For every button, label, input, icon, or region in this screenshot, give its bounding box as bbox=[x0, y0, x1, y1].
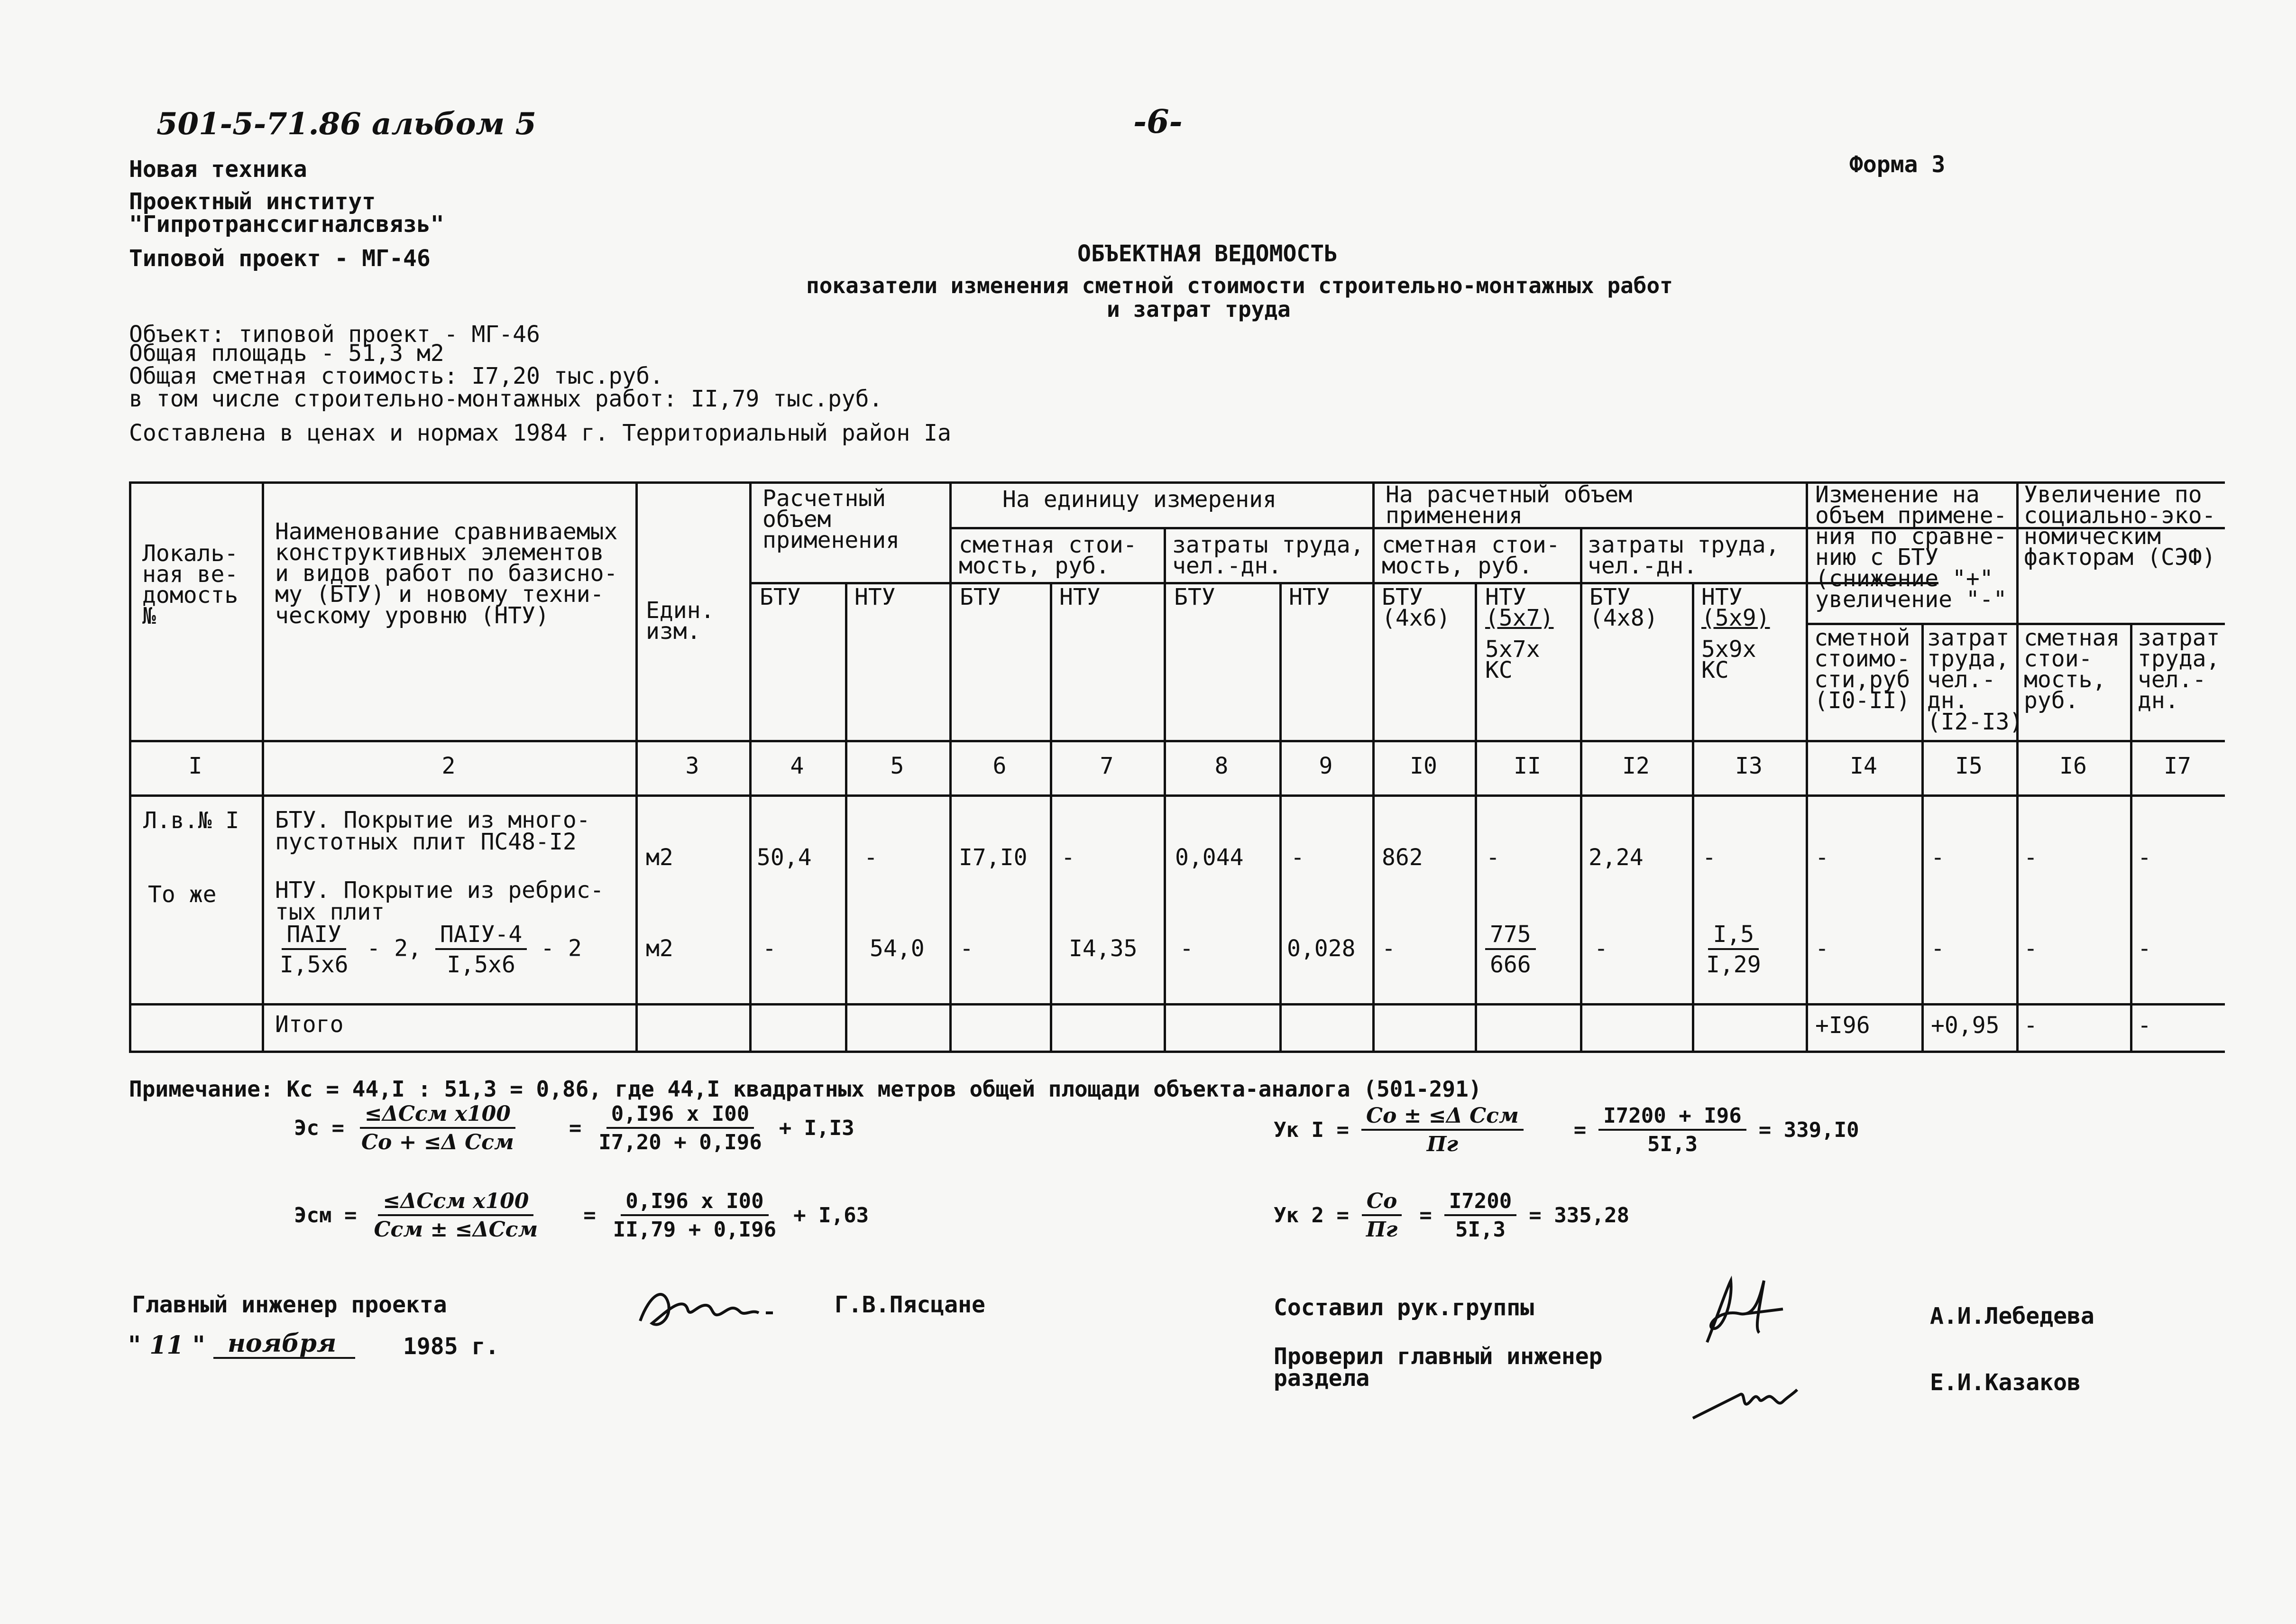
row1-col10: 862 bbox=[1382, 844, 1423, 871]
formula-uk2-result: = 335,28 bbox=[1529, 1203, 1630, 1228]
form-label: Форма 3 bbox=[1849, 151, 1946, 178]
date-month: ноября bbox=[213, 1331, 355, 1359]
row2-vol-ntu: 54,0 bbox=[870, 935, 925, 962]
formula-es-result: + I,I3 bbox=[779, 1116, 854, 1141]
column-number-11: II bbox=[1514, 753, 1541, 779]
formula-es-def-num: ≤ΔCсм x100 bbox=[360, 1103, 515, 1129]
formula-es-equals: = bbox=[569, 1116, 582, 1141]
row2-cost-ntu: I4,35 bbox=[1069, 935, 1138, 962]
formula-esm-definition bbox=[369, 1190, 542, 1241]
composer-label: Составил рук.группы bbox=[1274, 1294, 1534, 1321]
row2-col14: - bbox=[1815, 935, 1829, 962]
formula-esm-def-den: Cсм ± ≤ΔCсм bbox=[374, 1218, 538, 1242]
header-per-volume-cost: сметная стои- мость, руб. bbox=[1382, 532, 1560, 580]
header-vol-btu: БТУ bbox=[760, 584, 801, 610]
col-line-7 bbox=[1164, 527, 1166, 1053]
col-line-16 bbox=[2130, 623, 2132, 1053]
composer-signature-graphic bbox=[1688, 1262, 1802, 1356]
formula-uk1-definition bbox=[1361, 1105, 1524, 1155]
checker-label: Проверил главный инженер раздела bbox=[1274, 1343, 1603, 1392]
row1-labor-ntu: - bbox=[1291, 844, 1304, 871]
row1-cost-ntu: - bbox=[1061, 844, 1075, 871]
col-line-14 bbox=[1921, 623, 1924, 1053]
row1-vol-btu: 50,4 bbox=[757, 844, 812, 871]
document-title: ОБЪЕКТНАЯ ВЕДОМОСТЬ bbox=[1077, 240, 1338, 267]
column-number-14: I4 bbox=[1850, 753, 1877, 779]
note-text: Примечание: Кс = 44,I : 51,3 = 0,86, где 44,I квадратных метров общей площади объекта-аналога (501-291) bbox=[129, 1076, 1482, 1102]
col-line-12 bbox=[1692, 582, 1694, 1053]
header-col11-bottom: 5х7х КС bbox=[1485, 636, 1540, 684]
row2-col11-den: 666 bbox=[1490, 951, 1531, 978]
header-per-unit: На единицу измерения bbox=[1002, 486, 1277, 513]
column-number-5: 5 bbox=[890, 753, 904, 779]
chief-signature-graphic bbox=[631, 1276, 801, 1342]
row2-vol-btu: - bbox=[762, 935, 776, 962]
header-social-labor: затрат труда, чел.- дн. bbox=[2138, 625, 2220, 714]
col-line-8 bbox=[1279, 582, 1282, 1053]
row2-col12: - bbox=[1594, 935, 1608, 962]
formula-uk1-def-num: Cо ± ≤Δ Cсм bbox=[1361, 1105, 1524, 1131]
formula-uk2-val-num: I7200 bbox=[1444, 1190, 1516, 1216]
header-rule-2 bbox=[749, 582, 1938, 584]
row2-frac1 bbox=[275, 923, 353, 977]
date-year: 1985 г. bbox=[403, 1333, 499, 1360]
formula-uk1-label: Ук I = bbox=[1274, 1118, 1349, 1143]
header-per-volume: На расчетный объем применения bbox=[1386, 481, 1633, 529]
row2-unit: м2 bbox=[646, 935, 673, 962]
area-line: Общая площадь - 51,3 м2 bbox=[129, 340, 444, 367]
col-line-10 bbox=[1475, 582, 1477, 1053]
formula-uk2-label: Ук 2 = bbox=[1274, 1203, 1349, 1228]
formula-uk1 bbox=[1274, 1105, 1859, 1155]
header-social: Увеличение по социально-эко- номическим факторам (СЭФ) bbox=[2024, 481, 2216, 571]
colnum-bottom-rule bbox=[129, 794, 2225, 797]
row1-cost-btu: I7,I0 bbox=[959, 844, 1028, 871]
formula-es-values bbox=[594, 1103, 766, 1153]
column-number-15: I5 bbox=[1955, 753, 1983, 779]
total-col14: +I96 bbox=[1815, 1012, 1870, 1039]
row1-col13: - bbox=[1702, 844, 1716, 871]
header-volume: Расчетный объем применения bbox=[762, 485, 900, 554]
header-change-cost: сметной стоимо- сти,руб (I0-II) bbox=[1814, 625, 1910, 714]
row2-col11-frac bbox=[1485, 923, 1536, 977]
total-col15: +0,95 bbox=[1931, 1012, 2000, 1039]
row2-col15: - bbox=[1931, 935, 1945, 962]
comparison-table bbox=[129, 481, 2225, 1055]
formula-uk1-def-den: Пг bbox=[1426, 1132, 1459, 1157]
column-number-2: 2 bbox=[441, 753, 456, 779]
formula-uk1-val-den: 5I,3 bbox=[1647, 1132, 1698, 1157]
header-line-3: "Гипротранссигналсвязь" bbox=[129, 211, 444, 238]
header-col10: БТУ (4х6) bbox=[1382, 584, 1451, 632]
column-number-9: 9 bbox=[1319, 753, 1333, 779]
row1-col11: - bbox=[1486, 844, 1500, 871]
row2-name: НТУ. Покрытие из ребрис- тых плит bbox=[275, 877, 604, 925]
formula-uk2-val-den: 5I,3 bbox=[1455, 1218, 1506, 1242]
column-number-4: 4 bbox=[790, 753, 804, 779]
column-number-13: I3 bbox=[1735, 753, 1763, 779]
formula-uk1-val-num: I7200 + I96 bbox=[1598, 1105, 1746, 1131]
row1-col17: - bbox=[2138, 844, 2151, 871]
row1-vol-ntu: - bbox=[864, 844, 878, 871]
composer-name: А.И.Лебедева bbox=[1930, 1303, 2094, 1329]
row1-col12: 2,24 bbox=[1589, 844, 1644, 871]
header-social-cost: сметная стои- мость, руб. bbox=[2024, 625, 2120, 714]
checker-signature-graphic bbox=[1688, 1366, 1811, 1428]
formula-esm-val-num: 0,I96 x I00 bbox=[621, 1190, 768, 1216]
header-element-name: Наименование сравниваемых конструктивных элементов и видов работ по базисно- му (БТУ) и новому техни- ческому уровню (НТУ) bbox=[275, 518, 618, 629]
row1-name: БТУ. Покрытие из много- пустотных плит ПС48-I2 bbox=[275, 807, 590, 855]
formula-uk2-def-num: Cо bbox=[1362, 1190, 1402, 1216]
header-cost-ntu: НТУ bbox=[1059, 584, 1101, 610]
row2-col10: - bbox=[1382, 935, 1396, 962]
smr-line: в том числе строительно-монтажных работ: II,79 тыс.руб. bbox=[129, 386, 883, 412]
formula-es-label: Эс = bbox=[294, 1116, 344, 1141]
checker-signature-stroke bbox=[1693, 1390, 1797, 1418]
header-col11-formula: (5х7) bbox=[1485, 605, 1554, 631]
col-line-4 bbox=[845, 582, 847, 1053]
row1-col14: - bbox=[1815, 844, 1829, 871]
object-line: Объект: типовой проект - МГ-46 bbox=[129, 321, 540, 348]
row1-ref: Л.в.№ I bbox=[143, 807, 239, 834]
rows-bottom-rule bbox=[129, 1003, 2225, 1006]
row1-unit: м2 bbox=[646, 844, 673, 871]
column-number-17: I7 bbox=[2164, 753, 2191, 779]
row2-frac-tail: - 2 bbox=[541, 935, 582, 962]
formula-uk1-equals: = bbox=[1573, 1118, 1587, 1143]
header-col13-top: НТУ bbox=[1701, 584, 1743, 610]
column-number-7: 7 bbox=[1100, 753, 1114, 779]
composer-signature-stroke bbox=[1707, 1281, 1783, 1342]
column-number-3: 3 bbox=[685, 753, 699, 779]
row2-labor-ntu: 0,028 bbox=[1287, 935, 1356, 962]
row2-slab-formula bbox=[275, 923, 582, 977]
header-col12: БТУ (4х8) bbox=[1589, 584, 1658, 632]
album-reference: 501-5-71.86 альбом 5 bbox=[156, 106, 537, 142]
formula-uk2-values bbox=[1444, 1190, 1516, 1241]
header-col11-top: НТУ bbox=[1485, 584, 1526, 610]
row2-frac-separator: - 2, bbox=[367, 935, 422, 962]
header-per-volume-labor: затраты труда, чел.-дн. bbox=[1588, 532, 1780, 580]
row2-col16: - bbox=[2024, 935, 2038, 962]
page-number: -6- bbox=[1133, 103, 1183, 141]
document-subtitle-1: показатели изменения сметной стоимости строительно-монтажных работ bbox=[806, 273, 1673, 298]
column-number-8: 8 bbox=[1214, 753, 1229, 779]
row2-frac2-num: ПАIУ-4 bbox=[435, 923, 527, 950]
row2-labor-btu: - bbox=[1180, 935, 1194, 962]
total-label: Итого bbox=[275, 1011, 344, 1038]
row2-col11-num: 775 bbox=[1485, 923, 1536, 950]
table-bottom-border bbox=[129, 1051, 2225, 1053]
formula-uk1-values bbox=[1598, 1105, 1746, 1155]
formula-esm-val-den: II,79 + 0,I96 bbox=[613, 1218, 777, 1242]
row2-frac1-den: I,5х6 bbox=[280, 951, 349, 978]
row1-col15: - bbox=[1931, 844, 1945, 871]
column-number-10: I0 bbox=[1410, 753, 1437, 779]
header-line-4: Типовой проект - МГ-46 bbox=[129, 245, 431, 272]
row1-col16: - bbox=[2024, 844, 2038, 871]
total-col16: - bbox=[2024, 1012, 2038, 1039]
formula-esm bbox=[294, 1190, 869, 1241]
header-vol-ntu: НТУ bbox=[854, 584, 896, 610]
document-subtitle-2: и затрат труда bbox=[1107, 296, 1291, 322]
formula-es-val-den: I7,20 + 0,I96 bbox=[598, 1130, 762, 1155]
header-bottom-rule bbox=[129, 740, 2225, 742]
formula-uk2-equals: = bbox=[1419, 1203, 1432, 1228]
formula-es-val-num: 0,I96 x I00 bbox=[606, 1103, 754, 1129]
formula-es-def-den: Cо + ≤Δ Cсм bbox=[361, 1130, 514, 1155]
header-change-labor: затрат труда, чел.- дн. (I2-I3) bbox=[1927, 625, 2023, 735]
row2-col13 bbox=[1701, 923, 1766, 977]
formula-es bbox=[294, 1103, 854, 1153]
checker-name: Е.И.Казаков bbox=[1930, 1369, 2081, 1396]
col-line-6 bbox=[1050, 582, 1052, 1053]
chief-signature-stroke bbox=[640, 1294, 773, 1325]
date-day: " 11 " bbox=[128, 1331, 205, 1360]
formula-esm-result: + I,63 bbox=[793, 1203, 869, 1228]
header-change: Изменение на объем примене- ния по сравне- нию с БТУ (снижение "+" увеличение "-" bbox=[1815, 481, 2007, 613]
row1-labor-btu: 0,044 bbox=[1175, 844, 1244, 871]
chief-engineer-name: Г.В.Пясцане bbox=[835, 1292, 985, 1318]
row2-frac2 bbox=[435, 923, 527, 977]
header-line-2: Проектный институт bbox=[129, 188, 376, 215]
row2-col13-num: I,5 bbox=[1708, 923, 1759, 950]
row2-frac1-num: ПАIУ bbox=[282, 923, 346, 950]
row2-col11 bbox=[1485, 923, 1536, 977]
row2-ref: То же bbox=[148, 881, 217, 908]
row2-col13-den: I,29 bbox=[1706, 951, 1761, 978]
header-per-unit-cost: сметная стои- мость, руб. bbox=[959, 532, 1137, 580]
header-line-1: Новая техника bbox=[129, 156, 307, 183]
row2-col17: - bbox=[2138, 935, 2151, 962]
formula-uk2 bbox=[1274, 1190, 1629, 1241]
row2-col13-frac bbox=[1701, 923, 1766, 977]
formula-es-definition bbox=[357, 1103, 519, 1153]
formula-esm-values bbox=[608, 1190, 781, 1241]
formula-esm-equals: = bbox=[583, 1203, 596, 1228]
formula-esm-label: Эсм = bbox=[294, 1203, 357, 1228]
column-number-1: I bbox=[188, 753, 202, 779]
col-line-11 bbox=[1580, 527, 1582, 1053]
header-labor-btu: БТУ bbox=[1174, 584, 1215, 610]
header-col13-bottom: 5х9х КС bbox=[1701, 636, 1756, 684]
row2-frac2-den: I,5х6 bbox=[447, 951, 515, 978]
chief-engineer-label: Главный инженер проекта bbox=[132, 1292, 447, 1318]
header-cost-btu: БТУ bbox=[960, 584, 1001, 610]
total-col17: - bbox=[2138, 1012, 2151, 1039]
header-col13-formula: (5х9) bbox=[1701, 605, 1770, 631]
formula-esm-def-num: ≤ΔCсм x100 bbox=[378, 1190, 533, 1216]
row2-cost-btu: - bbox=[960, 935, 974, 962]
cost-line: Общая сметная стоимость: I7,20 тыс.руб. bbox=[129, 363, 664, 389]
header-unit: Един. изм. bbox=[646, 597, 715, 645]
header-labor-ntu: НТУ bbox=[1289, 584, 1330, 610]
formula-uk2-def-den: Пг bbox=[1366, 1218, 1398, 1242]
formula-uk2-definition bbox=[1361, 1190, 1402, 1241]
header-local-statement: Локаль- ная ве- домость № bbox=[142, 540, 239, 630]
formula-uk1-result: = 339,I0 bbox=[1758, 1118, 1859, 1143]
header-per-unit-labor: затраты труда, чел.-дн. bbox=[1172, 532, 1364, 580]
column-number-6: 6 bbox=[992, 753, 1007, 779]
column-number-16: I6 bbox=[2059, 753, 2087, 779]
prices-line: Составлена в ценах и нормах 1984 г. Территориальный район Iа bbox=[129, 420, 951, 446]
column-number-12: I2 bbox=[1622, 753, 1650, 779]
